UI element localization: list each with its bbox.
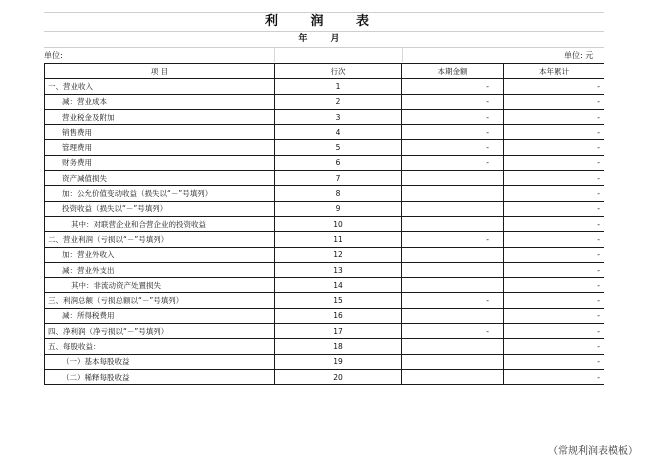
row-item: 营业税金及附加 [45,109,275,124]
row-ytd: - [504,109,605,124]
row-line: 3 [275,109,402,124]
table-row [45,278,605,293]
row-line: 10 [275,216,402,231]
row-line: 1 [275,79,402,94]
row-line: 19 [275,354,402,369]
row-current [402,201,504,216]
row-current [402,247,504,262]
row-line: 17 [275,324,402,339]
row-line: 12 [275,247,402,262]
row-ytd: - [504,171,605,186]
table-row [45,247,605,262]
page-title: 利 润 表 [44,12,604,32]
row-ytd: - [504,186,605,201]
income-statement-sheet [44,12,604,415]
table-row [45,339,605,354]
row-ytd: - [504,201,605,216]
row-current [402,262,504,277]
row-ytd: - [504,369,605,384]
table-row [45,262,605,277]
table-row [45,369,605,384]
row-ytd: - [504,324,605,339]
row-line: 9 [275,201,402,216]
row-line: 11 [275,232,402,247]
row-current: - [402,293,504,308]
row-ytd: - [504,354,605,369]
row-ytd: - [504,308,605,323]
row-ytd: - [504,232,605,247]
header-ytd: 本年累计 [504,64,605,79]
row-current: - [402,109,504,124]
row-ytd: - [504,140,605,155]
table-row [45,79,605,94]
row-item: 五、每股收益： [45,339,275,354]
row-current [402,369,504,384]
row-line: 20 [275,369,402,384]
header-item: 项 目 [45,64,275,79]
table-row [45,140,605,155]
unit-row-divider [274,48,403,62]
row-item: 二、营业利润（亏损以“－”号填列） [45,232,275,247]
row-line: 8 [275,186,402,201]
row-ytd: - [504,262,605,277]
table-header-row [45,64,605,79]
row-ytd: - [504,293,605,308]
table-row [45,354,605,369]
row-item: 其中：非流动资产处置损失 [45,278,275,293]
row-item: 四、净利润（净亏损以“－”号填列） [45,324,275,339]
unit-label-right: 单位: 元 [564,51,594,60]
row-current [402,171,504,186]
row-current: - [402,140,504,155]
table-row [45,109,605,124]
table-row [45,232,605,247]
row-ytd: - [504,79,605,94]
row-current [402,354,504,369]
row-current [402,308,504,323]
header-line: 行次 [275,64,402,79]
table-row [45,125,605,140]
table-row [45,308,605,323]
row-line: 14 [275,278,402,293]
row-line: 13 [275,262,402,277]
header-current: 本期金额 [402,64,504,79]
row-current: - [402,79,504,94]
row-item: 减：所得税费用 [45,308,275,323]
income-statement-table [44,63,604,385]
row-item: 管理费用 [45,140,275,155]
row-item: 投资收益（损失以“－”号填列） [45,201,275,216]
row-item: 财务费用 [45,155,275,170]
row-item: 资产减值损失 [45,171,275,186]
row-current: - [402,232,504,247]
unit-row [44,48,604,63]
row-item: （一）基本每股收益 [45,354,275,369]
row-line: 5 [275,140,402,155]
row-item: 其中：对联营企业和合营企业的投资收益 [45,216,275,231]
row-ytd: - [504,155,605,170]
row-ytd: - [504,339,605,354]
table-row [45,155,605,170]
row-line: 4 [275,125,402,140]
row-current: - [402,94,504,109]
row-line: 2 [275,94,402,109]
caption: （常规利润表模板） [548,446,638,457]
row-current [402,339,504,354]
row-line: 7 [275,171,402,186]
row-item: 减：营业成本 [45,94,275,109]
row-item: （二）稀释每股收益 [45,369,275,384]
table-row [45,186,605,201]
row-item: 销售费用 [45,125,275,140]
row-ytd: - [504,94,605,109]
row-ytd: - [504,278,605,293]
table-row [45,324,605,339]
table-row [45,171,605,186]
row-item: 减：营业外支出 [45,262,275,277]
row-current [402,186,504,201]
row-current: - [402,125,504,140]
table-row [45,94,605,109]
row-line: 16 [275,308,402,323]
row-item: 加：营业外收入 [45,247,275,262]
row-ytd: - [504,216,605,231]
row-current [402,216,504,231]
table-row [45,201,605,216]
period-label: 年 月 [44,31,604,48]
row-item: 一、营业收入 [45,79,275,94]
row-current: - [402,324,504,339]
table-row [45,293,605,308]
row-current: - [402,155,504,170]
row-item: 三、利润总额（亏损总额以“－”号填列） [45,293,275,308]
row-item: 加：公允价值变动收益（损失以“－”号填列） [45,186,275,201]
row-current [402,278,504,293]
table-row [45,216,605,231]
row-ytd: - [504,125,605,140]
row-line: 15 [275,293,402,308]
row-line: 18 [275,339,402,354]
row-ytd: - [504,247,605,262]
unit-label-left: 单位: [44,51,63,60]
row-line: 6 [275,155,402,170]
